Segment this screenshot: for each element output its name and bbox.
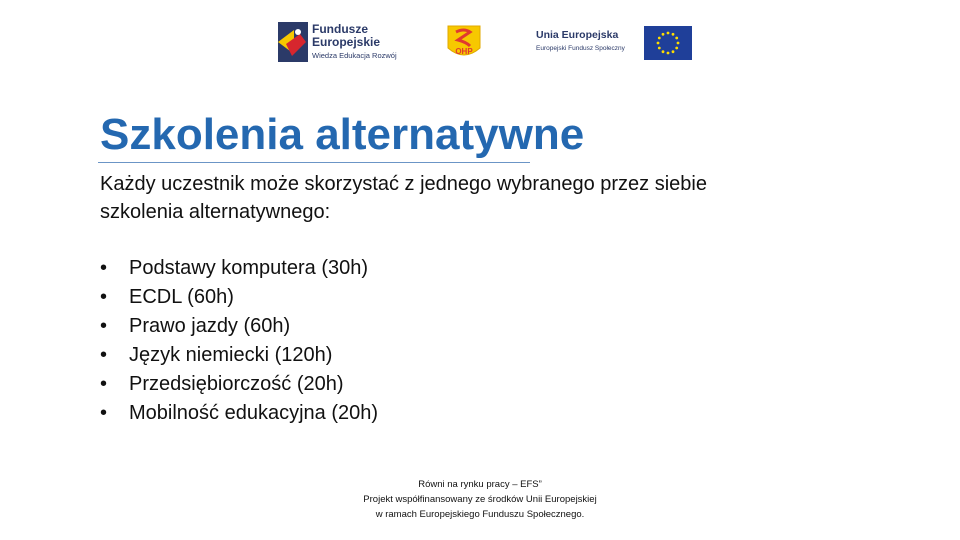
list-item — [100, 283, 378, 312]
ohp-logo-icon — [444, 22, 484, 62]
footer-line-2: Projekt współfinansowany ze środków Unii Europejskiej — [363, 494, 597, 505]
list-item — [100, 370, 378, 399]
fundusze-subtitle: Wiedza Edukacja Rozwój — [312, 51, 397, 60]
ue-subtitle: Europejski Fundusz Społeczny — [536, 45, 625, 52]
ohp-label: OHP — [455, 47, 473, 56]
list-item-text: Prawo jazdy (60h) — [129, 315, 291, 337]
intro-line-2: szkolenia alternatywnego: — [100, 201, 331, 223]
list-item-text: ECDL (60h) — [129, 286, 234, 308]
slide-title: Szkolenia alternatywne — [100, 110, 585, 159]
unia-europejska-logo — [536, 26, 696, 60]
list-item-text: Przedsiębiorczość (20h) — [129, 373, 344, 395]
footer-line-1: Równi na rynku pracy – EFS” — [418, 479, 542, 490]
list-item-text: Mobilność edukacyjna (20h) — [129, 402, 379, 424]
list-item — [100, 341, 378, 370]
bullet: • — [100, 257, 108, 279]
intro-line-1: Każdy uczestnik może skorzystać z jednego wybranego przez siebie — [100, 173, 707, 195]
footer-line-3: w ramach Europejskiego Funduszu Społecznego. — [375, 509, 585, 520]
bullet: • — [100, 344, 108, 366]
logo-bar — [0, 0, 960, 90]
list-item — [100, 312, 378, 341]
training-list — [100, 254, 378, 428]
eu-flag-icon — [644, 26, 692, 60]
ue-title: Unia Europejska — [536, 29, 619, 41]
bullet: • — [100, 373, 108, 395]
bullet: • — [100, 402, 108, 424]
fundusze-title: Fundusze Europejskie — [312, 22, 381, 49]
list-item — [100, 399, 378, 428]
list-item — [100, 254, 378, 283]
title-underline — [98, 162, 530, 163]
intro-text — [100, 170, 820, 226]
project-footer — [300, 477, 660, 522]
fundusze-europejskie-mark-icon — [276, 20, 310, 64]
fundusze-europejskie-logo — [276, 20, 396, 64]
bullet: • — [100, 315, 108, 337]
list-item-text: Podstawy komputera (30h) — [129, 257, 369, 279]
bullet: • — [100, 286, 108, 308]
list-item-text: Język niemiecki (120h) — [129, 344, 333, 366]
